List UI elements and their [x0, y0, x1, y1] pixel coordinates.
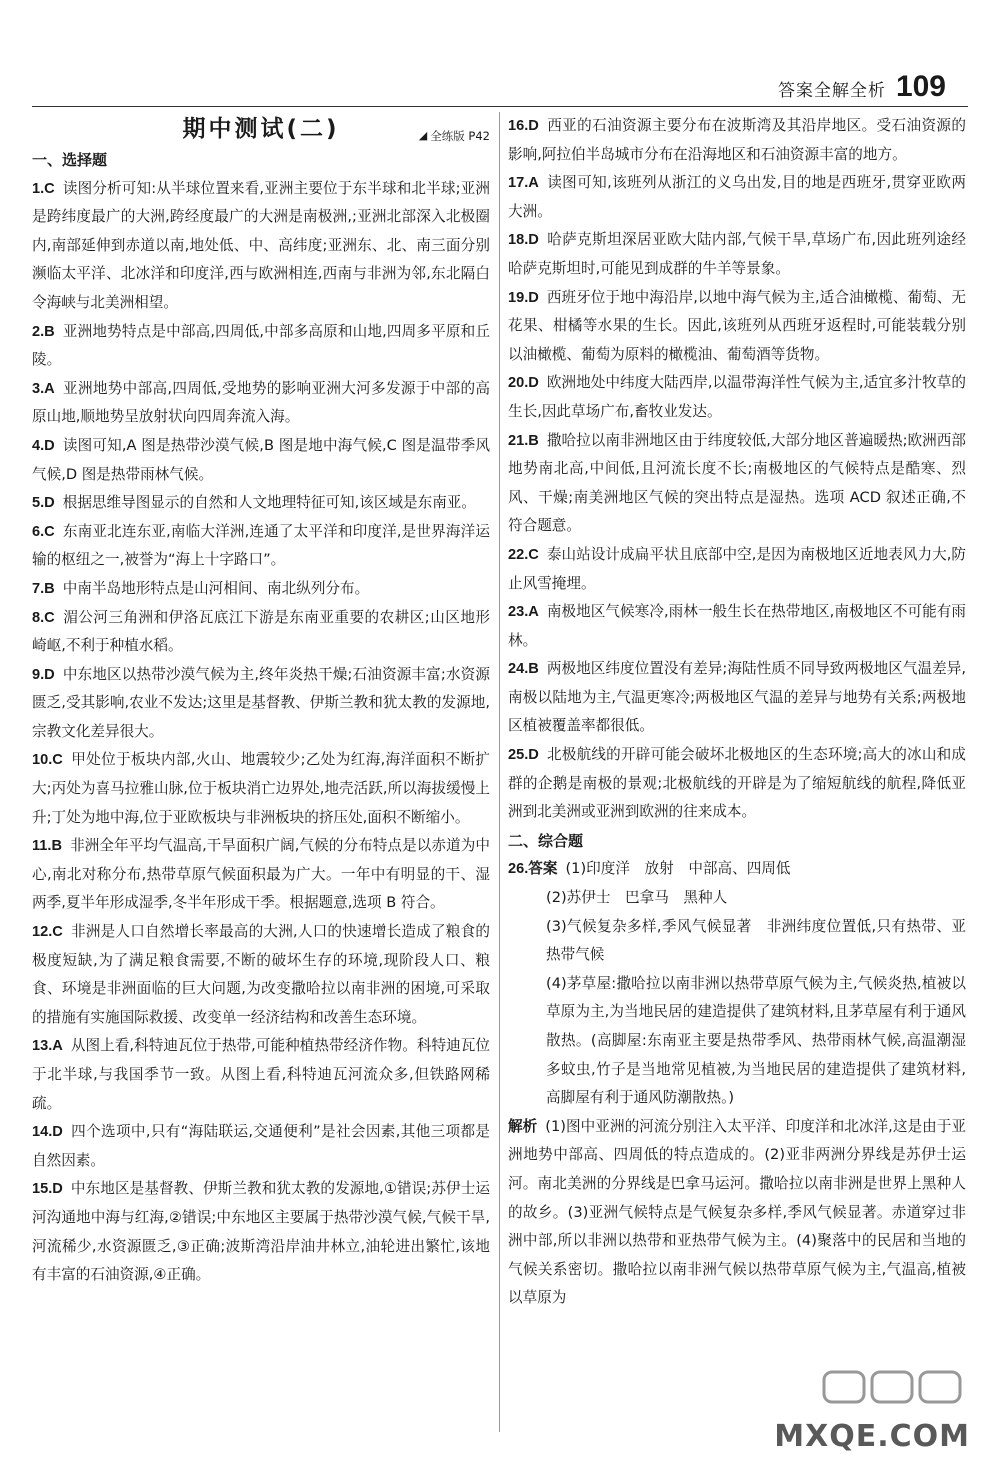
answer-text: 北极航线的开辟可能会破坏北极地区的生态环境;高大的冰山和成群的企鹅是南极的景观;北极航线的开辟是为了缩短航线的航程,降低亚洲到北美洲或亚洲到欧洲的往来成本。: [508, 746, 966, 821]
right-answer-list: [508, 112, 966, 827]
answer-number: 3.A: [32, 380, 55, 397]
answer-number: 22.C: [508, 546, 539, 563]
answer-item: [508, 369, 966, 426]
answer-text: 湄公河三角洲和伊洛瓦底江下游是东南亚重要的农耕区;山区地形崎岖,不利于种植水稻。: [32, 608, 490, 655]
answer-item: [32, 1118, 490, 1175]
section-heading-choice: 一、选择题: [32, 151, 108, 169]
answer-text: 非洲全年平均气温高,干旱面积广阔,气候的分布特点是以赤道为中心,南北对称分布,热带草原气候面积最为广大。一年中有明显的干、湿两季,夏半年形成湿季,冬半年形成干季。根据题意,选项 B 符合。: [32, 837, 490, 912]
answer-text: 读图可知,A 图是热带沙漠气候,B 图是地中海气候,C 图是温带季风气候,D 图是热带雨林气候。: [32, 436, 490, 483]
q26-answer-1: [508, 855, 966, 884]
answer-number: 9.D: [32, 666, 55, 683]
answer-item: [32, 746, 490, 832]
answer-item: [32, 832, 490, 918]
answer-number: 14.D: [32, 1124, 63, 1141]
q26-a4: (4)茅草屋:撒哈拉以南非洲以热带草原气候为主,气候炎热,植被以草原为主,为当地民居的建造提供了建筑材料,且茅草屋有利于通风散热。(高脚屋:东南亚主要是热带季风、热带雨林气候,高温潮湿多蚊虫,竹子是当地常见植被,为当地民居的建造提供了建筑材料,高脚屋有利于通风防潮散热。): [546, 974, 966, 1107]
answer-item: [508, 655, 966, 741]
answer-text: 根据思维导图显示的自然和人文地理特征可知,该区域是东南亚。: [62, 494, 476, 512]
answer-text: 撒哈拉以南非洲地区由于纬度较低,大部分地区普遍暖热;欧洲西部地势南北高,中间低,且河流长度不长;南极地区的气候特点是酷寒、烈风、干燥;南美洲地区气候的突出特点是湿热。选项 ACD 叙述正确,不符合题意。: [508, 431, 966, 535]
answer-text: 两极地区纬度位置没有差异;海陆性质不同导致两极地区气温差异,南极以陆地为主,气温更寒冷;两极地区气温的差异与地势有关系;两极地区植被覆盖率都很低。: [508, 660, 966, 735]
column-divider: [499, 112, 500, 1432]
answer-text: 中南半岛地形特点是山河相间、南北纵列分布。: [62, 579, 370, 597]
answer-item: [32, 1032, 490, 1118]
analysis-label: 解析: [508, 1118, 538, 1135]
answer-number: 10.C: [32, 752, 63, 769]
answer-item: [508, 112, 966, 169]
title-row: [32, 112, 490, 146]
answer-item: [32, 375, 490, 432]
answer-item: [32, 918, 490, 1032]
answer-text: 中东地区以热带沙漠气候为主,终年炎热干燥;石油资源丰富;水资源匮乏,受其影响,农业不发达;这里是基督教、伊斯兰教和犹太教的发源地,宗教文化差异很大。: [32, 665, 490, 740]
answer-number: 11.B: [32, 838, 63, 855]
answer-number: 2.B: [32, 323, 55, 340]
page-number: 109: [895, 70, 946, 103]
answer-number: 25.D: [508, 747, 539, 764]
answer-number: 15.D: [32, 1181, 63, 1198]
answer-item: [508, 598, 966, 655]
answer-number: 17.A: [508, 175, 539, 192]
q26-a3: (3)气候复杂多样,季风气候显著 非洲纬度位置低,只有热带、亚热带气候: [546, 917, 966, 964]
answer-text: 非洲是人口自然增长率最高的大洲,人口的快速增长造成了粮食的极度短缺,为了满足粮食需要,不断的破坏生存的环境,现阶段人口、粮食、环境是非洲面临的巨大问题,为改变撒哈拉以南非洲的困境,可采取的措施有实施国际救援、改变单一经济结构和改善生态环境。: [32, 923, 490, 1026]
answer-item: [508, 226, 966, 283]
answer-item: [508, 741, 966, 827]
right-column: [508, 112, 966, 1313]
answer-item: [32, 575, 490, 604]
answer-text: 中东地区是基督教、伊斯兰教和犹太教的发源地,①错误;苏伊士运河沟通地中海与红海,②错误;中东地区主要属于热带沙漠气候,气候干旱,河流稀少,水资源匮乏,③正确;波斯湾沿岸油井林立,油轮进出繁忙,该地有丰富的石油资源,④正确。: [32, 1180, 490, 1284]
arrow-icon: ◢: [418, 129, 428, 142]
answer-number: 24.B: [508, 661, 539, 678]
answer-item: [32, 175, 490, 318]
answer-item: [508, 427, 966, 541]
answer-number: 13.A: [32, 1038, 63, 1055]
q26-label: 26.答案: [508, 861, 558, 878]
answer-number: 23.A: [508, 604, 539, 621]
answer-number: 1.C: [32, 180, 55, 197]
answer-number: 5.D: [32, 495, 55, 512]
answer-text: 泰山站设计成扁平状且底部中空,是因为南极地区近地表风力大,防止风雪掩埋。: [508, 545, 966, 592]
page-title: 期中测试(二): [182, 115, 340, 142]
answer-text: 读图可知,该班列从浙江的义乌出发,目的地是西班牙,贯穿亚欧两大洲。: [508, 174, 966, 220]
answer-item: [508, 284, 966, 370]
q26-a1: (1)印度洋 放射 中部高、四周低: [565, 860, 791, 878]
answer-number: 12.C: [32, 924, 63, 941]
answer-item: [508, 169, 966, 226]
q26-analysis: [508, 1113, 966, 1313]
answer-item: [32, 1175, 490, 1289]
answer-item: [32, 432, 490, 489]
watermark-text: MXQE.COM: [774, 1419, 970, 1454]
left-column: [32, 112, 490, 1290]
answer-number: 4.D: [32, 437, 55, 454]
answer-number: 21.B: [508, 432, 539, 449]
answer-number: 7.B: [32, 580, 55, 597]
answer-text: 亚洲地势中部高,四周低,受地势的影响亚洲大河多发源于中部的高原山地,顺地势呈放射状向四周奔流入海。: [32, 379, 490, 426]
answer-item: [32, 489, 490, 518]
answer-text: 亚洲地势特点是中部高,四周低,中部多高原和山地,四周多平原和丘陵。: [32, 322, 490, 369]
answer-item: [32, 318, 490, 375]
answer-number: 18.D: [508, 232, 539, 249]
answer-text: 四个选项中,只有“海陆联运,交通便利”是社会因素,其他三项都是自然因素。: [32, 1123, 490, 1169]
answer-text: 从图上看,科特迪瓦位于热带,可能种植热带经济作物。科特迪瓦位于北半球,与我国季节一致。从图上看,科特迪瓦河流众多,但铁路网稀疏。: [32, 1037, 490, 1112]
answer-text: 欧洲地处中纬度大陆西岸,以温带海洋性气候为主,适宜多汁牧草的生长,因此草场广布,畜牧业发达。: [508, 374, 966, 420]
answer-text: 西班牙位于地中海沿岸,以地中海气候为主,适合油橄榄、葡萄、无花果、柑橘等水果的生长。因此,该班列从西班牙返程时,可能装载分别以油橄榄、葡萄为原料的橄榄油、葡萄酒等货物。: [508, 288, 966, 363]
answer-text: 读图分析可知:从半球位置来看,亚洲主要位于东半球和北半球;亚洲是跨纬度最广的大洲,跨经度最广的大洲是南极洲,;亚洲北部深入北极圈内,南部延伸到赤道以南,地处低、中、高纬度;亚洲东、北、南三面分别濒临太平洋、北冰洋和印度洋,西与欧洲相连,西南与非洲为邻,东北隔白令海峡与北美洲相望。: [32, 179, 490, 311]
answer-number: 19.D: [508, 289, 539, 306]
answer-item: [32, 604, 490, 661]
left-answer-list: [32, 175, 490, 1290]
answer-item: [32, 518, 490, 575]
section-heading-comprehensive: 二、综合题: [508, 831, 584, 850]
answer-text: 哈萨克斯坦深居亚欧大陆内部,气候干旱,草场广布,因此班列途经哈萨克斯坦时,可能见到成群的牛羊等景象。: [508, 231, 966, 277]
answer-item: [508, 541, 966, 598]
answer-number: 8.C: [32, 609, 55, 626]
q26-a2: (2)苏伊士 巴拿马 黑种人: [546, 889, 728, 907]
ref-text: 全练版 P42: [430, 129, 490, 143]
page-header: [778, 70, 946, 104]
answer-text: 南极地区气候寒冷,雨林一般生长在热带地区,南极地区不可能有雨林。: [508, 603, 966, 649]
answer-text: 西亚的石油资源主要分布在波斯湾及其沿岸地区。受石油资源的影响,阿拉伯半岛城市分布在沿海地区和石油资源丰富的地方。: [508, 117, 966, 163]
answer-number: 20.D: [508, 375, 539, 392]
answer-text: 东南亚北连东亚,南临大洋洲,连通了太平洋和印度洋,是世界海洋运输的枢纽之一,被誉为“海上十字路口”。: [32, 522, 490, 569]
answer-number: 6.C: [32, 523, 55, 540]
ref-link: [419, 122, 490, 151]
answer-text: 甲处位于板块内部,火山、地震较少;乙处为红海,海洋面积不断扩大;丙处为喜马拉雅山脉,位于板块消亡边界处,地壳活跃,所以海拔缓慢上升;丁处为地中海,位于亚欧板块与非洲板块的挤压处,面积不断缩小。: [32, 751, 490, 826]
header-rule: [32, 106, 968, 107]
answer-item: [32, 661, 490, 747]
answer-number: 16.D: [508, 118, 539, 134]
header-label: 答案全解全析: [777, 81, 886, 101]
analysis-text: (1)图中亚洲的河流分别注入太平洋、印度洋和北冰洋,这是由于亚洲地势中部高、四周低的特点造成的。(2)亚非两洲分界线是苏伊士运河。南北美洲的分界线是巴拿马运河。撒哈拉以南非洲是世界上黑种人的故乡。(3)亚洲气候特点是气候复杂多样,季风气候显著。赤道穿过非洲中部,所以非洲以热带和亚热带气候为主。(4)聚落中的民居和当地的气候关系密切。撒哈拉以南非洲气候以热带草原气候为主,气温高,植被以草原为: [508, 1117, 966, 1307]
